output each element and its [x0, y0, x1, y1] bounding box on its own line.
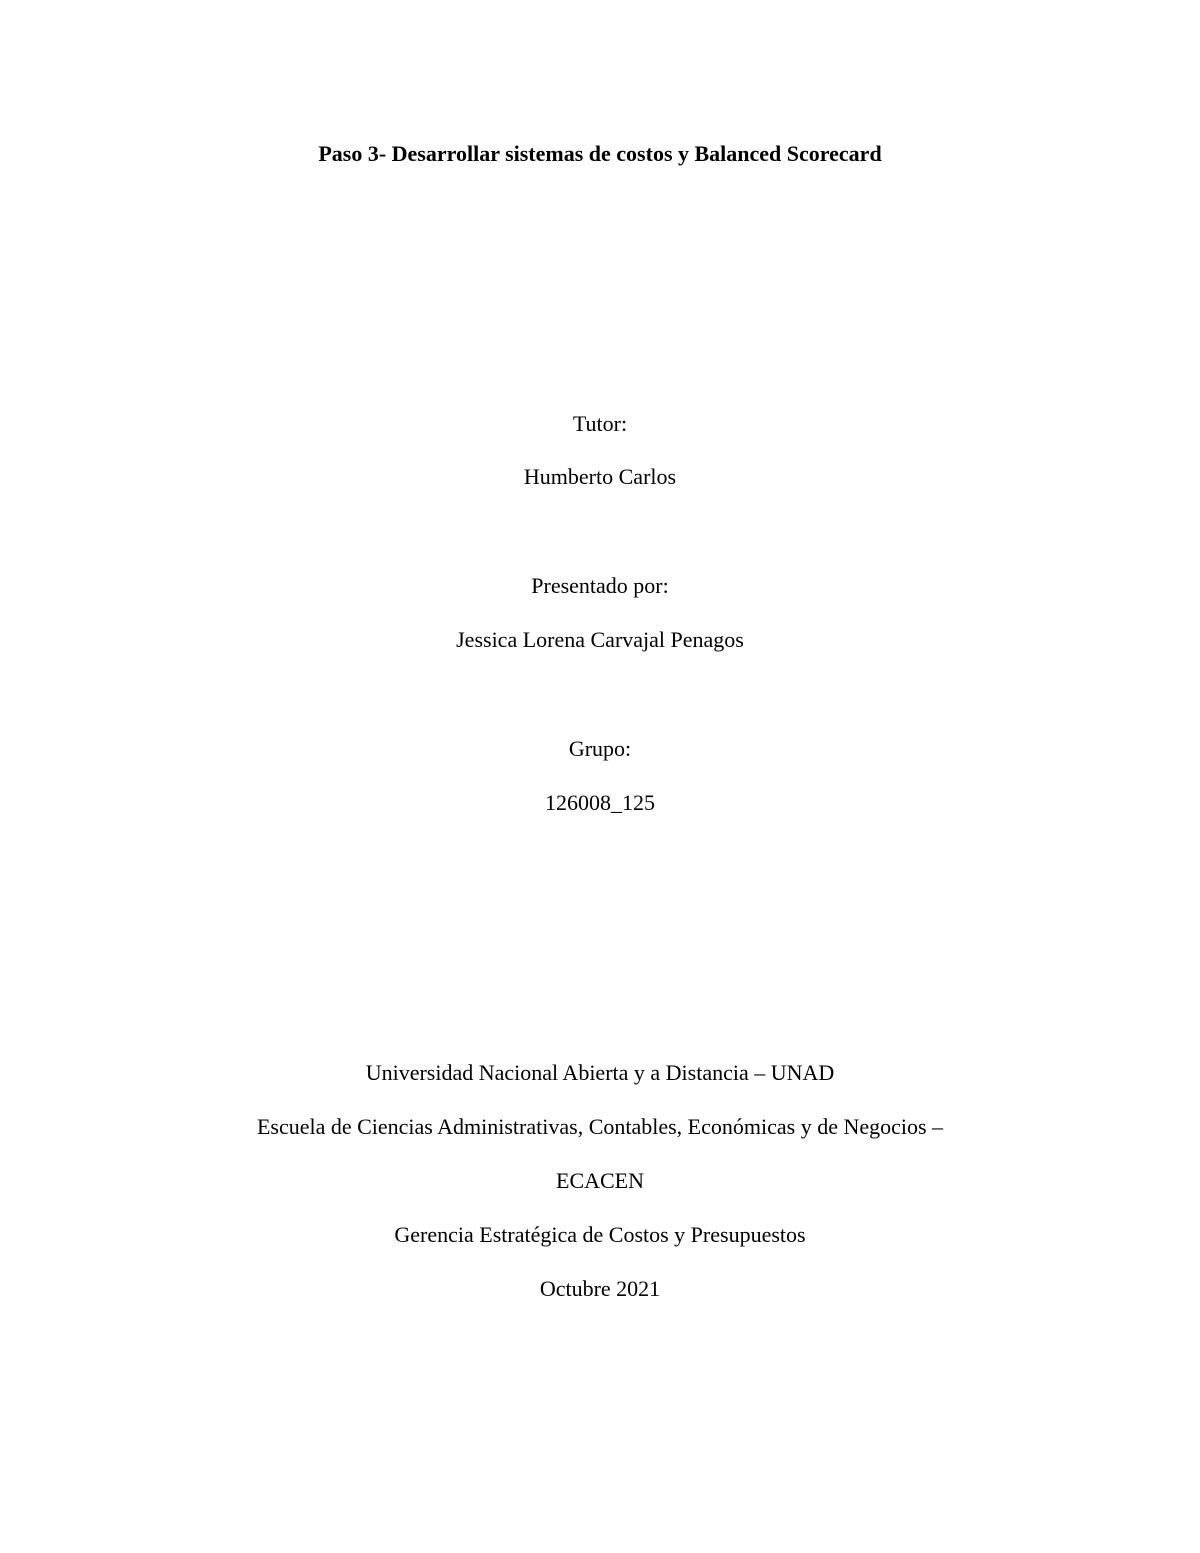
course-name: Gerencia Estratégica de Costos y Presupuestos [394, 1222, 806, 1247]
tutor-label: Tutor: [572, 411, 628, 436]
university-name: Universidad Nacional Abierta y a Distancia – UNAD [365, 1060, 835, 1085]
school-name-line1: Escuela de Ciencias Administrativas, Contables, Económicas y de Negocios – [256, 1114, 944, 1139]
group-value: 126008_125 [545, 790, 655, 815]
student-name: Jessica Lorena Carvajal Penagos [456, 627, 744, 652]
tutor-name: Humberto Carlos [523, 464, 677, 489]
presented-by-label: Presentado por: [531, 573, 669, 598]
group-label: Grupo: [568, 736, 632, 761]
document-date: Octubre 2021 [539, 1276, 661, 1301]
school-name-line2: ECACEN [556, 1168, 644, 1193]
document-title: Paso 3- Desarrollar sistemas de costos y Balanced Scorecard [318, 141, 882, 166]
